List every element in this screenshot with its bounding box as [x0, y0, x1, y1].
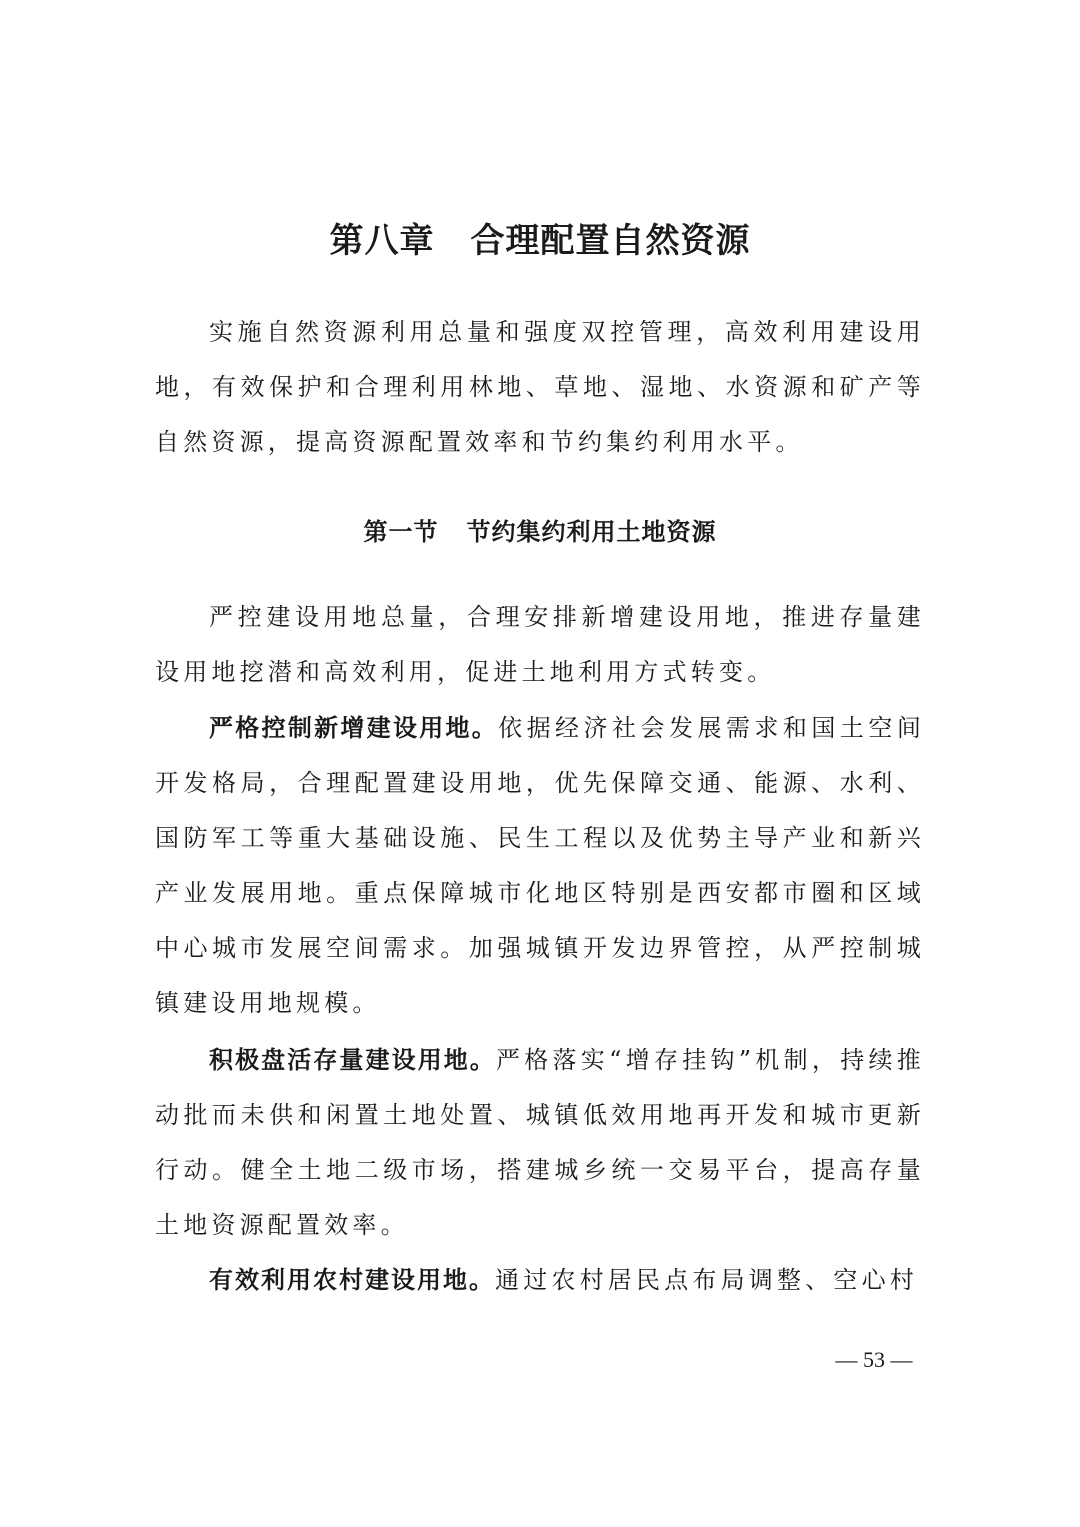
- item-paragraph-rural-land: [155, 1252, 925, 1308]
- page-number: — 53 —: [835, 1347, 913, 1372]
- section-number: 第一节: [363, 517, 439, 546]
- section-title: [0, 512, 1080, 552]
- section-intro-paragraph: 严控建设用地总量，合理安排新增建设用地，推进存量建设用地挖潜和高效利用，促进土地利用方式转变。: [155, 603, 925, 686]
- item-heading: 严格控制新增建设用地。: [209, 713, 499, 742]
- chapter-number: 第八章: [329, 221, 435, 261]
- chapter-intro-paragraph: 实施自然资源利用总量和强度双控管理，高效利用建设用地，有效保护和合理利用林地、草地、湿地、水资源和矿产等自然资源，提高资源配置效率和节约集约利用水平。: [155, 318, 925, 456]
- item-paragraph-new-land: [155, 700, 925, 1031]
- item-body: 严格落实“增存挂钩”机制，持续推动批而未供和闲置土地处置、城镇低效用地再开发和城市更新行动。健全土地二级市场，搭建城乡统一交易平台，提高存量土地资源配置效率。: [155, 1046, 925, 1239]
- item-body: 通过农村居民点布局调整、空心村: [495, 1266, 918, 1294]
- item-paragraph-existing-land: [155, 1032, 925, 1253]
- chapter-name: 合理配置自然资源: [470, 221, 751, 261]
- chapter-title: [0, 214, 1080, 268]
- item-body: 依据经济社会发展需求和国土空间开发格局，合理配置建设用地，优先保障交通、能源、水利、国防军工等重大基础设施、民生工程以及优势主导产业和新兴产业发展用地。重点保障城市化地区特别是西安都市圈和区域中心城市发展空间需求。加强城镇开发边界管控，从严控制城镇建设用地规模。: [155, 714, 926, 1017]
- item-heading: 积极盘活存量建设用地。: [209, 1045, 496, 1074]
- item-heading: 有效利用农村建设用地。: [209, 1265, 495, 1294]
- section-name: 节约集约利用土地资源: [466, 517, 717, 546]
